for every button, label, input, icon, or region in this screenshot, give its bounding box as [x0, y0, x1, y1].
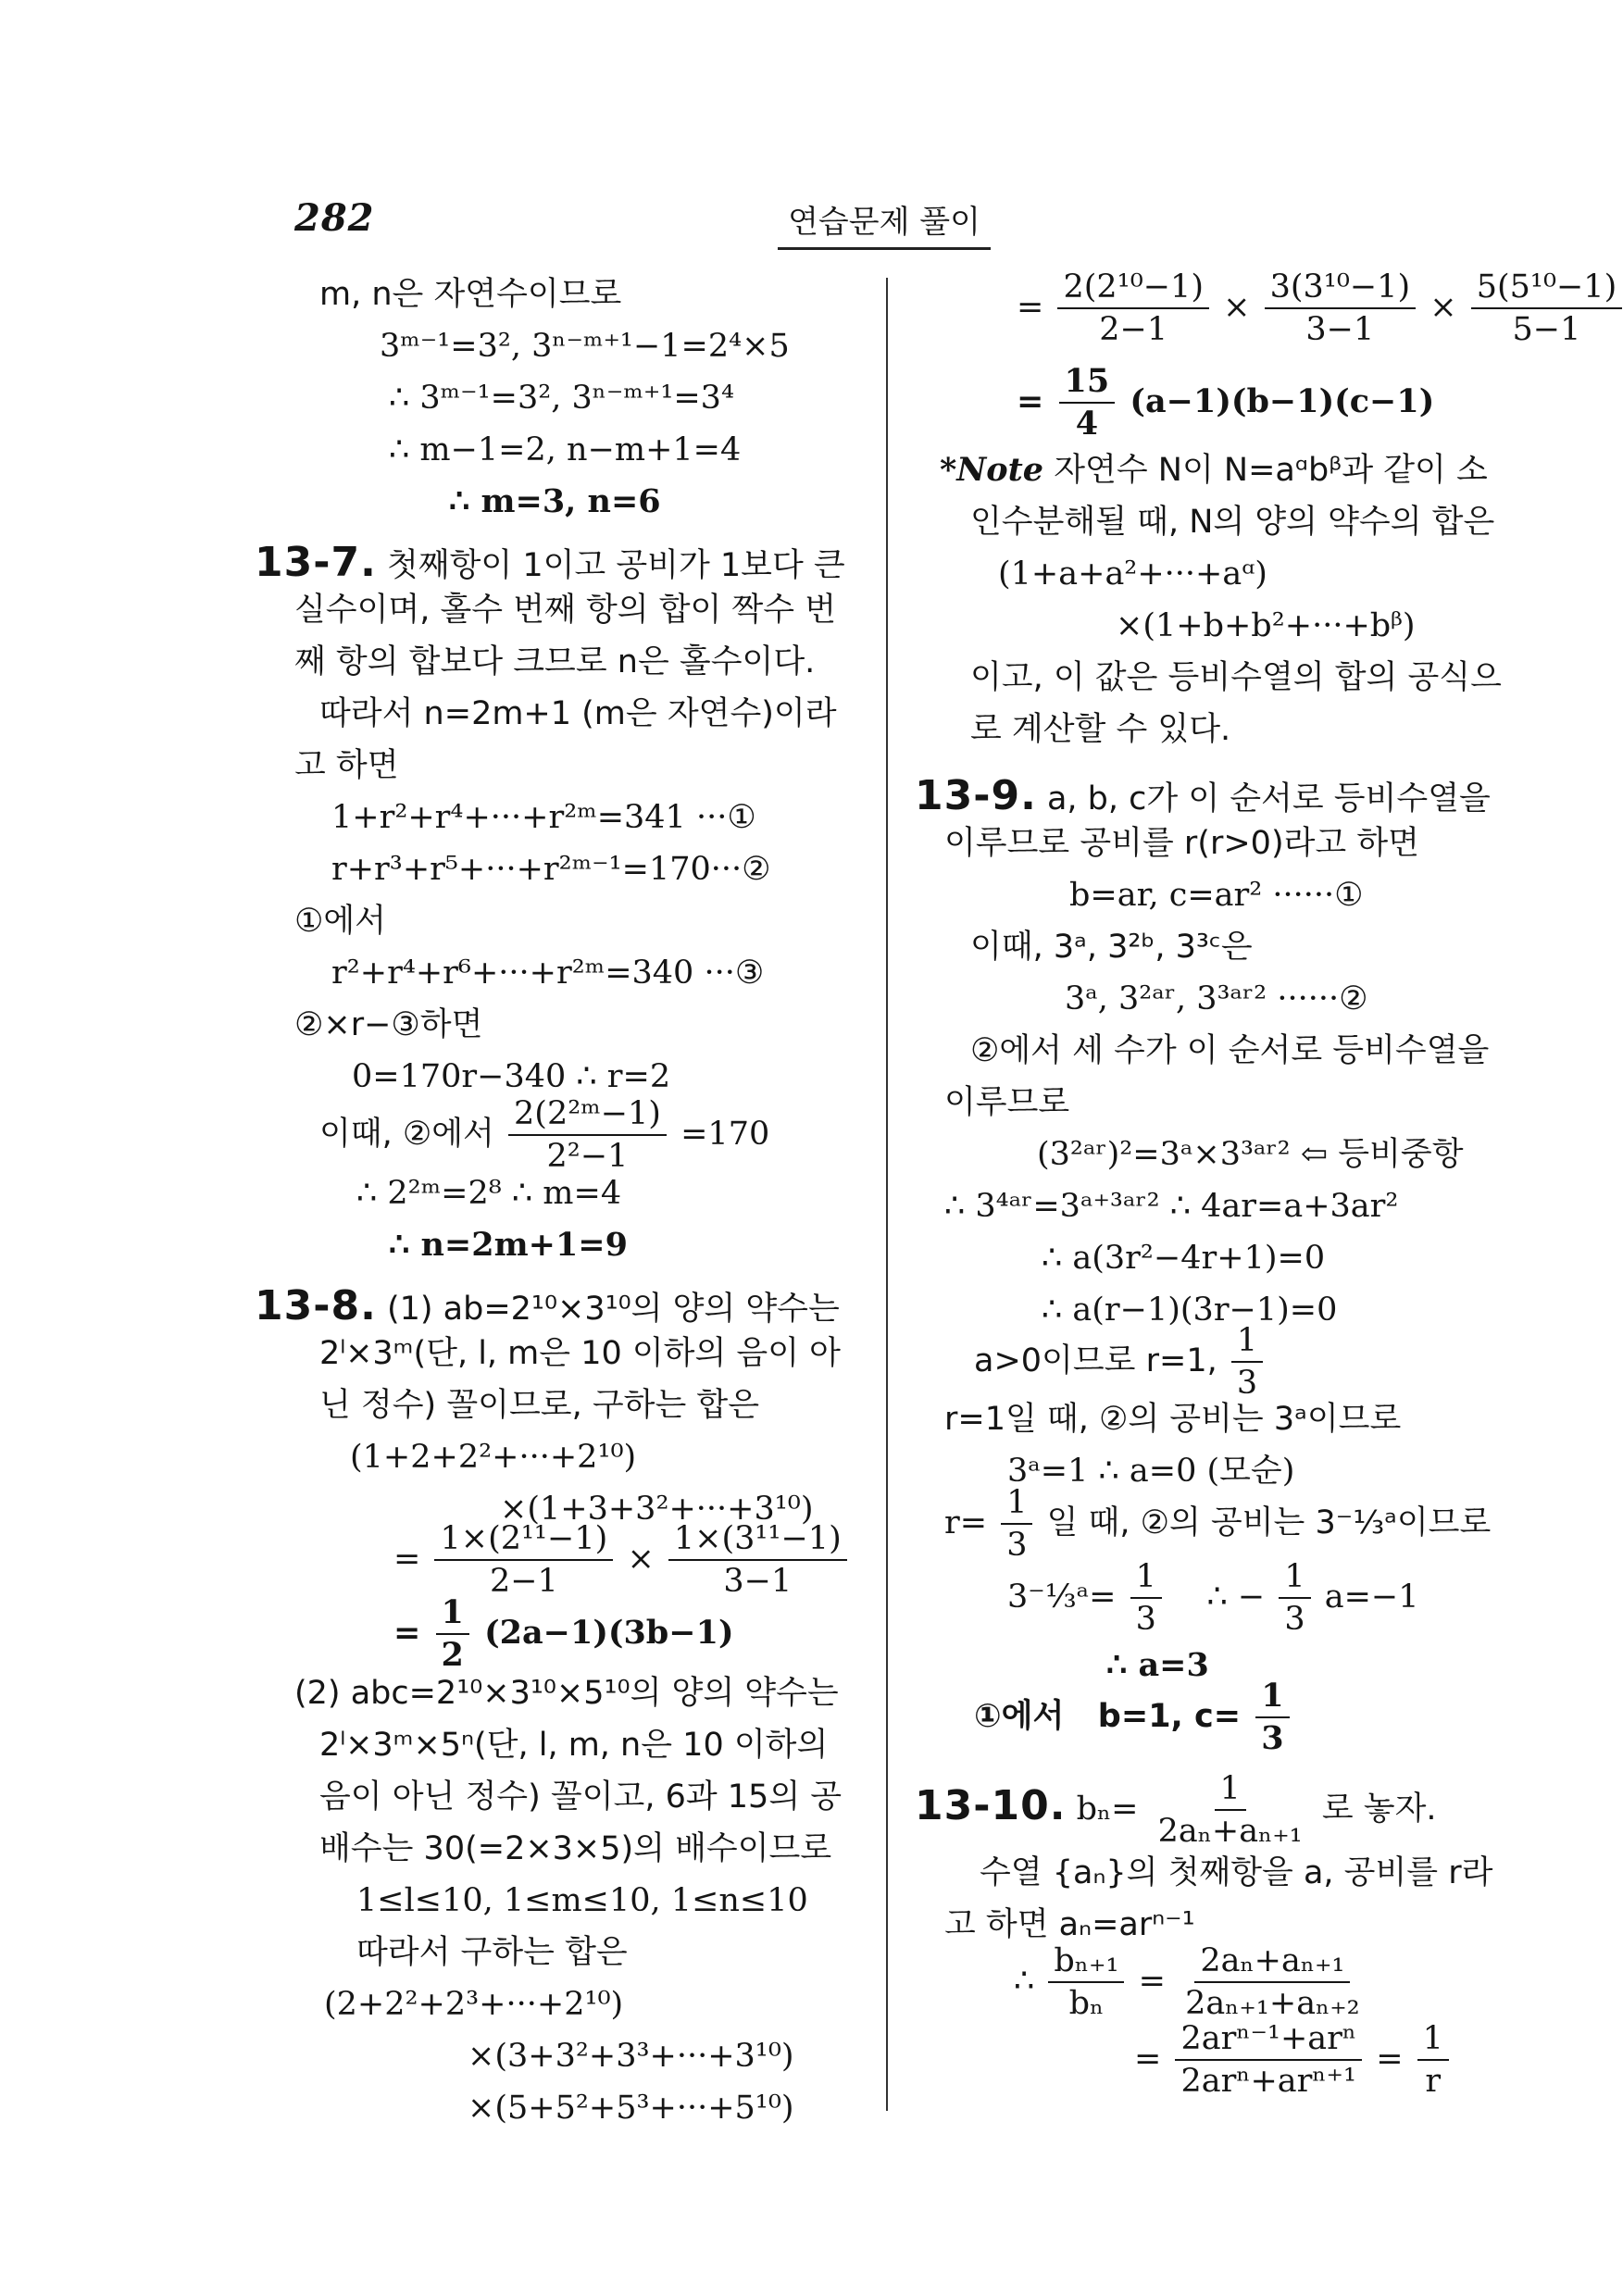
text-line: (2) abc=2¹⁰×3¹⁰×5¹⁰의 양의 약수는	[294, 1675, 839, 1712]
text-line: 닌 정수) 꼴이므로, 구하는 합은	[319, 1387, 760, 1424]
problem-number: 13-10.	[915, 1781, 1067, 1829]
equation-line: (1+2+2²+···+2¹⁰)	[350, 1439, 637, 1476]
fraction-denominator: 3	[1006, 1527, 1028, 1565]
fraction-denominator: 3	[1135, 1601, 1156, 1639]
equation-line: ×(3+3²+3³+···+3¹⁰)	[468, 2038, 794, 2075]
equation-line: r+r³+r⁵+···+r²ᵐ⁻¹=170···②	[331, 851, 771, 888]
problem-13-10	[915, 1770, 1437, 1851]
fraction-numerator: 1	[1279, 1558, 1310, 1599]
answer-line	[393, 1594, 734, 1675]
equation-line	[1134, 2020, 1453, 2101]
problem-13-9	[915, 772, 1491, 821]
fraction-numerator: 1	[1231, 1322, 1263, 1363]
equation-line: (3²ᵃʳ)²=3ᵃ×3³ᵃʳ² ⇦ 등비중항	[1037, 1136, 1464, 1173]
fraction-denominator: 4	[1075, 405, 1099, 443]
fraction-denominator: 3	[1284, 1601, 1305, 1639]
equation-line: ∴ 3⁴ᵃʳ=3ᵃ⁺³ᵃʳ² ∴ 4ar=a+3ar²	[944, 1188, 1399, 1225]
fraction-numerator: 3(3¹⁰−1)	[1265, 268, 1417, 309]
fraction-denominator: 3	[1261, 1719, 1284, 1758]
text-line: 이고, 이 값은 등비수열의 합의 공식으	[970, 659, 1502, 696]
text-fragment: ×	[1223, 288, 1251, 326]
fraction-denominator: 2²−1	[546, 1138, 629, 1176]
answer-line: ∴ a=3	[1106, 1646, 1209, 1684]
text-line: 첫째항이 1이고 공비가 1보다 큰	[386, 547, 845, 584]
text-fragment: =170	[680, 1115, 770, 1153]
fraction-numerator: 1	[1255, 1678, 1289, 1718]
text-fragment: a=−1	[1324, 1578, 1419, 1616]
fraction-numerator: 1	[1130, 1558, 1162, 1599]
column-divider	[886, 278, 888, 2111]
fraction-numerator: 15	[1059, 363, 1116, 404]
text-fragment: a>0이므로 r=1,	[974, 1341, 1217, 1379]
text-fragment: 일 때, ②의 공비는 3⁻⅓ᵃ이므로	[1046, 1504, 1492, 1541]
text-fragment: ∴ −	[1176, 1578, 1266, 1616]
text-fragment: ∴	[1014, 1962, 1035, 2000]
problem-number: 13-8.	[255, 1282, 377, 1329]
fraction-numerator: 5(5¹⁰−1)	[1471, 268, 1623, 309]
fraction-numerator: bₙ₊₁	[1048, 1942, 1124, 1983]
text-line: 2ˡ×3ᵐ×5ⁿ(단, l, m, n은 10 이하의	[319, 1727, 829, 1764]
fraction-denominator: 2arⁿ+arⁿ⁺¹	[1180, 2063, 1357, 2101]
equation-line: (2+2²+2³+···+2¹⁰)	[324, 1986, 624, 2023]
text-line: 로 계산할 수 있다.	[970, 711, 1231, 748]
fraction	[434, 1520, 613, 1601]
text-line: 음이 아닌 정수) 꼴이고, 6과 15의 공	[319, 1778, 843, 1816]
equation-line: ∴ a(r−1)(3r−1)=0	[1042, 1292, 1338, 1329]
text-line: 따라서 n=2m+1 (m은 자연수)이라	[319, 695, 837, 732]
equation-line: 1+r²+r⁴+···+r²ᵐ=341 ···①	[331, 799, 756, 836]
fraction	[1059, 363, 1116, 443]
fraction	[1153, 1770, 1308, 1851]
note-line	[940, 451, 1488, 490]
text-line: 2ˡ×3ᵐ(단, l, m은 10 이하의 음이 아	[319, 1335, 841, 1372]
equation-line: 0=170r−340 ∴ r=2	[352, 1058, 671, 1095]
text-fragment: ×	[627, 1540, 655, 1578]
fraction-numerator: 2arⁿ⁻¹+arⁿ	[1175, 2020, 1362, 2061]
fraction-numerator: 1×(2¹¹−1)	[434, 1520, 613, 1561]
fraction	[1255, 1678, 1289, 1758]
page-number: 282	[294, 196, 375, 240]
text-line: a, b, c가 이 순서로 등비수열을	[1046, 780, 1491, 817]
equation-line: b=ar, c=ar² ······①	[1069, 877, 1364, 914]
answer-line	[1017, 363, 1434, 443]
text-fragment: (2a−1)(3b−1)	[484, 1613, 734, 1652]
fraction-numerator: 2aₙ+aₙ₊₁	[1194, 1942, 1350, 1983]
fraction-denominator: 3−1	[1305, 311, 1375, 349]
fraction	[1279, 1558, 1310, 1639]
equation-line: ×(1+b+b²+···+bᵝ)	[1116, 607, 1416, 644]
text-fragment: =	[1138, 1962, 1166, 2000]
fraction-denominator: 2−1	[1099, 311, 1168, 349]
equation-line: ×(5+5²+5³+···+5¹⁰)	[468, 2090, 794, 2127]
equation-line: ×(1+3+3²+···+3¹⁰)	[500, 1491, 814, 1528]
equation-line	[393, 1520, 851, 1601]
text-fragment: =	[1134, 2040, 1162, 2078]
text-line: 째 항의 합보다 크므로 n은 홀수이다.	[294, 643, 816, 680]
fraction-numerator: 1	[1417, 2020, 1449, 2061]
equation-line: 3ᵃ=1 ∴ a=0 (모순)	[1007, 1453, 1295, 1490]
text-fragment: 로 놓자.	[1321, 1790, 1437, 1828]
text-line: ②×r−③하면	[294, 1006, 483, 1043]
fraction-numerator: 1	[1215, 1770, 1246, 1811]
fraction	[1130, 1558, 1162, 1639]
answer-line	[974, 1678, 1293, 1758]
fraction-denominator: 5−1	[1512, 311, 1581, 349]
answer-line: ∴ n=2m+1=9	[389, 1226, 628, 1264]
fraction	[1048, 1942, 1124, 2023]
text-line: 이루므로	[944, 1084, 1070, 1121]
fraction	[1231, 1322, 1263, 1403]
text-line: 이때, 3ᵃ, 3²ᵇ, 3³ᶜ은	[970, 929, 1253, 966]
equation-line: ∴ a(3r²−4r+1)=0	[1042, 1240, 1326, 1277]
fraction-denominator: 3	[1236, 1365, 1258, 1403]
problem-13-7	[255, 539, 845, 588]
text-fragment: ×	[1429, 288, 1457, 326]
text-fragment: (a−1)(b−1)(c−1)	[1130, 381, 1435, 420]
fraction	[668, 1520, 847, 1601]
fraction-numerator: 1×(3¹¹−1)	[668, 1520, 847, 1561]
fraction-numerator: 2(2¹⁰−1)	[1057, 268, 1209, 309]
fraction-numerator: 1	[436, 1594, 469, 1635]
equation-line: r²+r⁴+r⁶+···+r²ᵐ=340 ···③	[331, 955, 765, 992]
equation-line: ∴ m−1=2, n−m+1=4	[389, 431, 742, 468]
text-fragment: =	[393, 1613, 421, 1652]
equation-line: 3ᵐ⁻¹=3², 3ⁿ⁻ᵐ⁺¹−1=2⁴×5	[380, 328, 790, 365]
text-fragment: 자연수 N이 N=aᵅbᵝ과 같이 소	[1054, 452, 1488, 489]
fraction	[1180, 1942, 1366, 2023]
fraction-denominator: r	[1425, 2063, 1442, 2101]
equation-line: (1+a+a²+···+aᵅ)	[998, 555, 1267, 593]
text-fragment: =	[1017, 288, 1044, 326]
text-fragment: r=	[944, 1504, 988, 1541]
text-line: (1) ab=2¹⁰×3¹⁰의 양의 약수는	[386, 1291, 840, 1328]
equation-line: ∴ 3ᵐ⁻¹=3², 3ⁿ⁻ᵐ⁺¹=3⁴	[389, 380, 734, 417]
text-fragment: =	[1017, 381, 1044, 420]
equation-line	[1014, 1942, 1369, 2023]
fraction	[1265, 268, 1417, 349]
equation-line	[1007, 1558, 1419, 1639]
answer-line: ∴ m=3, n=6	[449, 482, 661, 520]
fraction-numerator: 2(2²ᵐ−1)	[508, 1095, 667, 1136]
fraction	[1001, 1484, 1032, 1565]
text-line: ①에서	[294, 903, 386, 940]
note-label: *Note	[940, 451, 1044, 489]
text-line: 인수분해될 때, N의 양의 약수의 합은	[970, 504, 1495, 541]
fraction-denominator: 3−1	[723, 1563, 793, 1601]
fraction	[508, 1095, 667, 1176]
fraction-denominator: 2−1	[489, 1563, 558, 1601]
text-fragment: =	[1376, 2040, 1404, 2078]
fraction	[436, 1594, 469, 1675]
text-fragment: ①에서 b=1, c=	[974, 1697, 1242, 1735]
equation-line: ∴ 2²ᵐ=2⁸ ∴ m=4	[356, 1175, 622, 1212]
fraction	[1175, 2020, 1362, 2101]
problem-number: 13-9.	[915, 772, 1037, 819]
text-line: 고 하면 aₙ=arⁿ⁻¹	[944, 1906, 1195, 1943]
problem-13-8	[255, 1282, 840, 1331]
text-line: 배수는 30(=2×3×5)의 배수이므로	[319, 1830, 832, 1867]
text-fragment: 3⁻⅓ᵃ=	[1007, 1578, 1117, 1616]
text-fragment: 이때, ②에서	[319, 1115, 494, 1153]
text-line: 고 하면	[294, 747, 399, 784]
fraction	[1471, 268, 1623, 349]
text-fragment: =	[393, 1540, 421, 1578]
text-line: 수열 {aₙ}의 첫째항을 a, 공비를 r라	[980, 1854, 1493, 1891]
text-fragment: bₙ=	[1076, 1790, 1139, 1828]
running-title: 연습문제 풀이	[778, 196, 991, 250]
equation-line	[944, 1484, 1491, 1565]
text-line: r=1일 때, ②의 공비는 3ᵃ이므로	[944, 1401, 1402, 1438]
fraction-denominator: bₙ	[1068, 1985, 1105, 2023]
equation-line	[319, 1095, 769, 1176]
fraction	[1417, 2020, 1449, 2101]
text-line: 실수이며, 홀수 번째 항의 합이 짝수 번	[294, 592, 837, 629]
text-line: ②에서 세 수가 이 순서로 등비수열을	[970, 1032, 1490, 1069]
equation-line	[1017, 268, 1623, 349]
equation-line: 3ᵃ, 3²ᵃʳ, 3³ᵃʳ² ······②	[1065, 980, 1368, 1017]
fraction-denominator: 2aₙ+aₙ₊₁	[1157, 1813, 1303, 1851]
fraction-denominator: 2	[441, 1636, 464, 1675]
equation-line: 1≤l≤10, 1≤m≤10, 1≤n≤10	[356, 1882, 808, 1919]
fraction	[1057, 268, 1209, 349]
fraction-numerator: 1	[1001, 1484, 1032, 1525]
fraction-denominator: 2aₙ₊₁+aₙ₊₂	[1185, 1985, 1360, 2023]
text-line: m, n은 자연수이므로	[319, 276, 622, 313]
equation-line	[974, 1322, 1267, 1403]
problem-number: 13-7.	[255, 539, 377, 586]
text-line: 이루므로 공비를 r(r>0)라고 하면	[944, 825, 1419, 862]
text-line: 따라서 구하는 합은	[356, 1934, 628, 1971]
